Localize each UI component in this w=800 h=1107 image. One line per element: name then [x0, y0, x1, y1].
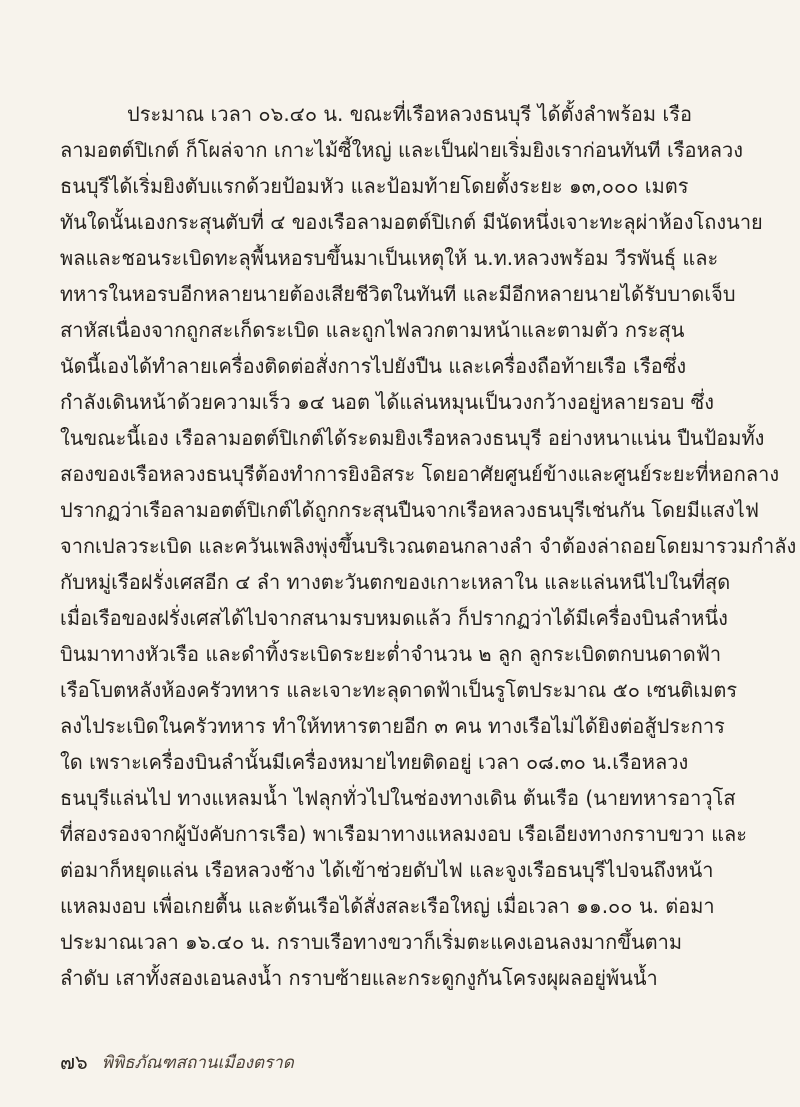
- paragraph-line: กับหมู่เรือฝรั่งเศสอีก ๔ ลำ ทางตะวันตกของเกาะเหลาใน และแล่นหนีไปในที่สุด: [60, 570, 731, 594]
- paragraph-line: ที่สองรองจากผู้บังคับการเรือ) พาเรือมาทางแหลมงอบ เรือเอียงทางกราบขวา และ: [60, 822, 748, 846]
- page-footer: [60, 1044, 294, 1080]
- paragraph-line: ธนบุรีได้เริ่มยิงตับแรกด้วยป้อมหัว และป้อมท้ายโดยตั้งระยะ ๑๓,๐๐๐ เมตร: [60, 174, 689, 198]
- paragraph-line: จากเปลวระเบิด และควันเพลิงพุ่งขึ้นบริเวณตอนกลางลำ จำต้องล่าถอยโดยมารวมกำลัง: [60, 534, 797, 558]
- paragraph-line: ลงไประเบิดในครัวทหาร ทำให้ทหารตายอีก ๓ คน ทางเรือไม่ได้ยิงต่อสู้ประการ: [60, 714, 725, 738]
- paragraph-line: ใด เพราะเครื่องบินลำนั้นมีเครื่องหมายไทยติดอยู่ เวลา ๐๘.๓๐ น.เรือหลวง: [60, 750, 689, 774]
- paragraph-line: ประมาณ เวลา ๐๖.๔๐ น. ขณะที่เรือหลวงธนบุรี ได้ตั้งลำพร้อม เรือ: [127, 102, 692, 126]
- paragraph-line: ในขณะนี้เอง เรือลามอตต์ปิเกต์ได้ระดมยิงเรือหลวงธนบุรี อย่างหนาแน่น ปืนป้อมทั้ง: [60, 426, 765, 450]
- paragraph-line: ลำดับ เสาทั้งสองเอนลงน้ำ กราบซ้ายและกระดูกงูกันโครงผุผลอยู่พ้นน้ำ: [60, 966, 658, 990]
- paragraph-line: เรือโบตหลังห้องครัวทหาร และเจาะทะลุดาดฟ้าเป็นรูโตประมาณ ๕๐ เซนติเมตร: [60, 678, 738, 702]
- paragraph-line: พลและชอนระเบิดทะลุพื้นหอรบขึ้นมาเป็นเหตุให้ น.ท.หลวงพร้อม วีรพันธุ์ และ: [60, 246, 719, 270]
- paragraph-line: บินมาทางหัวเรือ และดำทิ้งระเบิดระยะต่ำจำนวน ๒ ลูก ลูกระเบิดตกบนดาดฟ้า: [60, 642, 722, 666]
- paragraph-line: ลามอตต์ปิเกต์ ก็โผล่จาก เกาะไม้ซี้ใหญ่ และเป็นฝ่ายเริ่มยิงเราก่อนทันที เรือหลวง: [60, 138, 743, 162]
- paragraph-line: ธนบุรีแล่นไป ทางแหลมน้ำ ไฟลุกทั่วไปในช่องทางเดิน ต้นเรือ (นายทหารอาวุโส: [60, 786, 736, 810]
- paragraph-line: ทหารในหอรบอีกหลายนายต้องเสียชีวิตในทันที และมีอีกหลายนายได้รับบาดเจ็บ: [60, 282, 736, 306]
- paragraph-line: ต่อมาก็หยุดแล่น เรือหลวงช้าง ได้เข้าช่วยดับไฟ และจูงเรือธนบุรีไปจนถึงหน้า: [60, 858, 714, 882]
- paragraph-line: ประมาณเวลา ๑๖.๔๐ น. กราบเรือทางขวาก็เริ่มตะแคงเอนลงมากขึ้นตาม: [60, 930, 683, 954]
- paragraph-line: เมื่อเรือของฝรั่งเศสได้ไปจากสนามรบหมดแล้ว ก็ปรากฏว่าได้มีเครื่องบินลำหนึ่ง: [60, 606, 728, 630]
- paragraph-line: นัดนี้เองได้ทำลายเครื่องติดต่อสั่งการไปยังปืน และเครื่องถือท้ายเรือ เรือซึ่ง: [60, 354, 687, 378]
- running-title: พิพิธภัณฑสถานเมืองตราด: [101, 1052, 294, 1073]
- paragraph-line: กำลังเดินหน้าด้วยความเร็ว ๑๔ นอต ได้แล่นหมุนเป็นวงกว้างอยู่หลายรอบ ซึ่ง: [60, 390, 714, 414]
- paragraph-line: ทันใดนั้นเองกระสุนตับที่ ๔ ของเรือลามอตต์ปิเกต์ มีนัดหนึ่งเจาะทะลุผ่าห้องโถงนาย: [60, 210, 763, 234]
- paragraph-line: สองของเรือหลวงธนบุรีต้องทำการยิงอิสระ โดยอาศัยศูนย์ข้างและศูนย์ระยะที่หอกลาง: [60, 462, 780, 486]
- paragraph-line: ปรากฏว่าเรือลามอตต์ปิเกต์ได้ถูกกระสุนปืนจากเรือหลวงธนบุรีเช่นกัน โดยมีแสงไฟ: [60, 498, 759, 522]
- page-number: ๗๖: [60, 1050, 88, 1074]
- paragraph-line: สาหัสเนื่องจากถูกสะเก็ดระเบิด และถูกไฟลวกตามหน้าและตามตัว กระสุน: [60, 318, 685, 342]
- paragraph-line: แหลมงอบ เพื่อเกยตื้น และต้นเรือได้สั่งสละเรือใหญ่ เมื่อเวลา ๑๑.๐๐ น. ต่อมา: [60, 894, 715, 918]
